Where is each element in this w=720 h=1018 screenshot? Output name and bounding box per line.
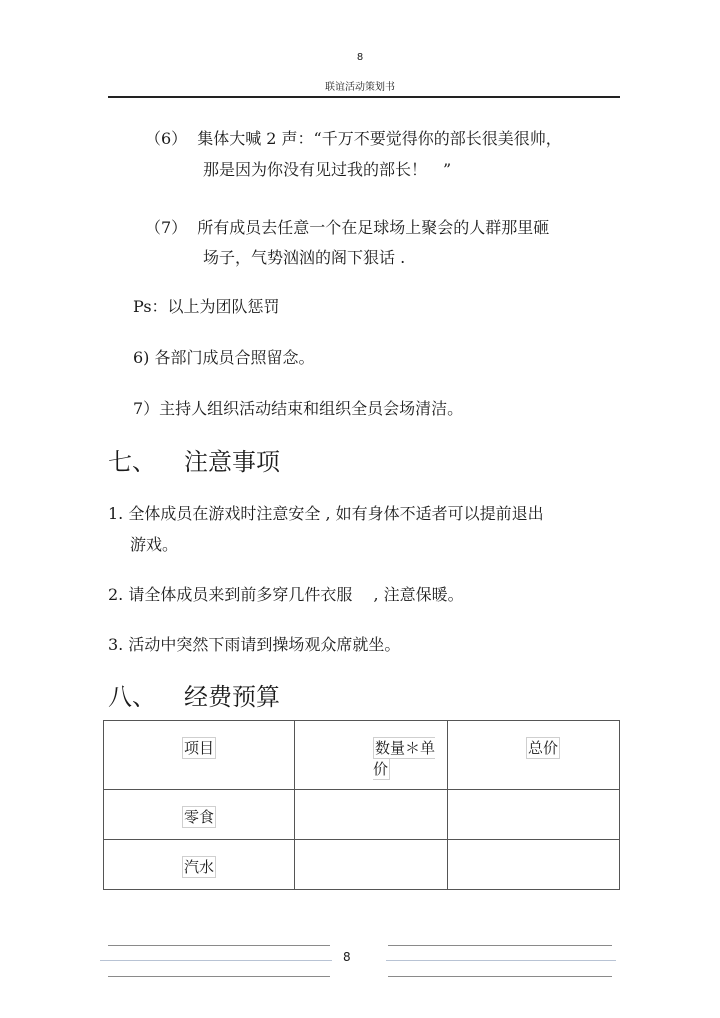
section-8-heading (108, 677, 280, 712)
section-7-title: 注意事项 (184, 448, 280, 476)
table-row (104, 790, 620, 840)
punishment-7-line2: 场子，气势汹汹的阁下狠话 . (203, 248, 406, 267)
punishment-6-line2: 那是因为你没有见过我的部长！ ” (203, 160, 452, 179)
header-rule (108, 96, 620, 98)
footer-rule-left-top (108, 945, 330, 946)
punishment-6-line1: 集体大喊 2 声：“千万不要觉得你的部长很美很帅， (197, 129, 562, 148)
table-cell (295, 840, 448, 890)
table-cell (295, 790, 448, 840)
footer-rule-right-bottom (388, 976, 612, 977)
header-page-number: 8 (356, 52, 364, 63)
header-item: 项目 (184, 739, 215, 757)
punishment-6-number: （6） (145, 129, 188, 148)
section-7-heading (108, 442, 280, 477)
notice-3: 3. 活动中突然下雨请到操场观众席就坐。 (108, 635, 401, 654)
punishment-7-number: （7） (145, 218, 188, 237)
notice-2: 2. 请全体成员来到前多穿几件衣服 , 注意保暖。 (108, 585, 464, 604)
step-6: 6) 各部门成员合照留念。 (133, 348, 315, 367)
header-total: 总价 (528, 739, 559, 757)
footer-rule-left-mid (100, 960, 332, 961)
ps-note: Ps：以上为团队惩罚 (133, 297, 280, 316)
row-item-snacks: 零食 (184, 808, 215, 826)
table-cell (448, 840, 620, 890)
section-7-number: 七、 (108, 448, 156, 476)
footer-rule-right-top (388, 945, 612, 946)
table-header-cell (104, 721, 295, 790)
budget-table (103, 720, 620, 890)
table-cell (104, 840, 295, 890)
table-header-cell (448, 721, 620, 790)
header-quantity-price: 数量＊单价 (373, 739, 436, 778)
footer-rule-left-bottom (108, 976, 330, 977)
header-title: 联谊活动策划书 (325, 82, 395, 93)
notice-1-line1: 1. 全体成员在游戏时注意安全 , 如有身体不适者可以提前退出 (108, 504, 544, 523)
notice-1-line2: 游戏。 (130, 535, 179, 554)
row-item-soda: 汽水 (184, 858, 215, 876)
table-row (104, 840, 620, 890)
section-8-number: 八、 (108, 683, 156, 711)
punishment-6 (145, 126, 562, 149)
footer-page-number: 8 (343, 950, 351, 964)
step-7: 7）主持人组织活动结束和组织全员会场清洁。 (133, 399, 464, 418)
table-header-row (104, 721, 620, 790)
table-cell (448, 790, 620, 840)
table-cell (104, 790, 295, 840)
punishment-7-line1: 所有成员去任意一个在足球场上聚会的人群那里砸 (197, 218, 550, 237)
section-8-title: 经费预算 (184, 683, 280, 711)
footer-rule-right-mid (386, 960, 616, 961)
table-header-cell (295, 721, 448, 790)
punishment-7 (145, 215, 549, 238)
